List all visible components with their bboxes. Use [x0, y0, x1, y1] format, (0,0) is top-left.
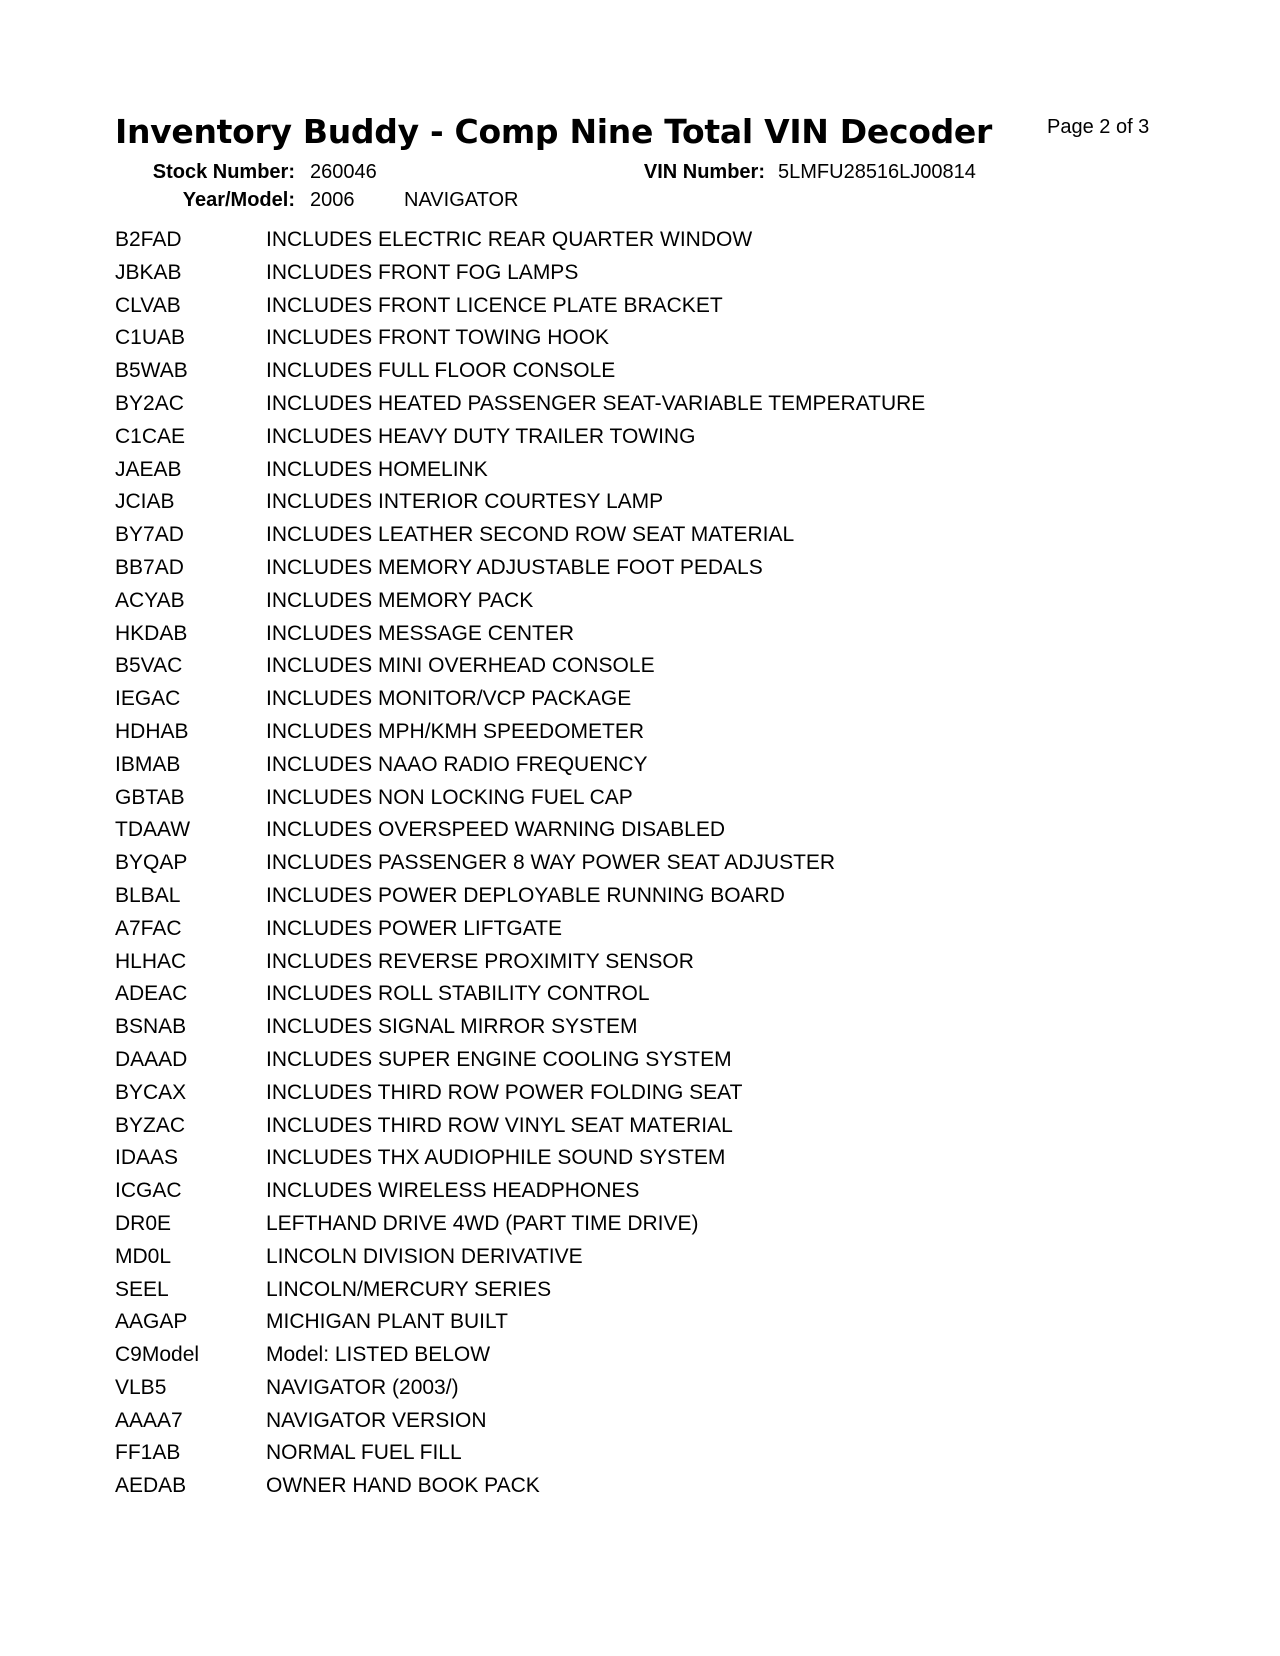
option-code: BYZAC [115, 1113, 186, 1137]
option-code: JCIAB [115, 490, 175, 514]
option-code: C9Model [115, 1343, 200, 1367]
option-description: INCLUDES OVERSPEED WARNING DISABLED [266, 818, 725, 842]
stock-number-label: Stock Number: [152, 161, 295, 183]
list-item [115, 1081, 1165, 1114]
list-item [115, 1114, 1165, 1147]
option-description: INCLUDES HOMELINK [266, 457, 488, 481]
option-description: INCLUDES NON LOCKING FUEL CAP [266, 785, 633, 809]
list-item [115, 490, 1165, 523]
list-item [115, 228, 1165, 261]
option-description: NORMAL FUEL FILL [266, 1441, 462, 1465]
option-code-list [115, 228, 1165, 1507]
document-title: Inventory Buddy - Comp Nine Total VIN Decoder [115, 112, 992, 151]
option-code: BSNAB [115, 1015, 187, 1039]
list-item [115, 917, 1165, 950]
option-description: INCLUDES REVERSE PROXIMITY SENSOR [266, 949, 694, 973]
option-code: ACYAB [115, 588, 185, 612]
vin-number-label: VIN Number: [643, 161, 765, 183]
option-description: INCLUDES POWER LIFTGATE [266, 916, 562, 940]
option-code: DR0E [115, 1211, 172, 1235]
option-description: INCLUDES THX AUDIOPHILE SOUND SYSTEM [266, 1146, 726, 1170]
option-code: DAAAD [115, 1047, 188, 1071]
option-description: OWNER HAND BOOK PACK [266, 1474, 540, 1498]
list-item [115, 654, 1165, 687]
option-description: INCLUDES INTERIOR COURTESY LAMP [266, 490, 664, 514]
option-code: A7FAC [115, 916, 182, 940]
option-code: TDAAW [115, 818, 191, 842]
option-code: JBKAB [115, 260, 182, 284]
option-description: INCLUDES ROLL STABILITY CONTROL [266, 982, 650, 1006]
option-code: BLBAL [115, 883, 181, 907]
option-description: NAVIGATOR (2003/) [266, 1375, 459, 1399]
list-item [115, 1245, 1165, 1278]
list-item [115, 392, 1165, 425]
list-item [115, 1179, 1165, 1212]
list-item [115, 818, 1165, 851]
list-item [115, 1278, 1165, 1311]
option-description: INCLUDES MEMORY ADJUSTABLE FOOT PEDALS [266, 555, 763, 579]
option-description: INCLUDES SIGNAL MIRROR SYSTEM [266, 1015, 638, 1039]
list-item [115, 326, 1165, 359]
list-item [115, 1048, 1165, 1081]
option-code: BB7AD [115, 555, 184, 579]
list-item [115, 458, 1165, 491]
option-code: BYQAP [115, 851, 188, 875]
list-item [115, 753, 1165, 786]
option-description: INCLUDES THIRD ROW POWER FOLDING SEAT [266, 1080, 743, 1104]
option-code: BY7AD [115, 523, 184, 547]
option-description: INCLUDES FRONT TOWING HOOK [266, 326, 610, 350]
vin-number-value: 5LMFU28516LJ00814 [778, 161, 976, 183]
option-code: FF1AB [115, 1441, 181, 1465]
option-description: LINCOLN/MERCURY SERIES [266, 1277, 552, 1301]
option-code: B5WAB [115, 359, 188, 383]
option-description: INCLUDES HEAVY DUTY TRAILER TOWING [266, 424, 696, 448]
list-item [115, 1441, 1165, 1474]
option-code: B5VAC [115, 654, 183, 678]
list-item [115, 622, 1165, 655]
option-description: MICHIGAN PLANT BUILT [266, 1310, 508, 1334]
list-item [115, 687, 1165, 720]
page-number: Page 2 of 3 [1047, 116, 1150, 138]
list-item [115, 851, 1165, 884]
option-code: CLVAB [115, 293, 181, 317]
option-code: HKDAB [115, 621, 188, 645]
list-item [115, 556, 1165, 589]
option-description: INCLUDES MONITOR/VCP PACKAGE [266, 687, 632, 711]
option-code: BY2AC [115, 391, 184, 415]
option-description: LEFTHAND DRIVE 4WD (PART TIME DRIVE) [266, 1211, 699, 1235]
option-code: VLB5 [115, 1375, 167, 1399]
option-code: BYCAX [115, 1080, 187, 1104]
year-model-label: Year/Model: [182, 189, 295, 211]
list-item [115, 359, 1165, 392]
list-item [115, 294, 1165, 327]
list-item [115, 950, 1165, 983]
option-description: INCLUDES MINI OVERHEAD CONSOLE [266, 654, 655, 678]
option-description: INCLUDES THIRD ROW VINYL SEAT MATERIAL [266, 1113, 733, 1137]
list-item [115, 589, 1165, 622]
option-description: INCLUDES LEATHER SECOND ROW SEAT MATERIAL [266, 523, 795, 547]
year-value: 2006 [310, 189, 355, 211]
option-description: INCLUDES FRONT LICENCE PLATE BRACKET [266, 293, 723, 317]
option-description: INCLUDES MPH/KMH SPEEDOMETER [266, 719, 645, 743]
option-description: INCLUDES PASSENGER 8 WAY POWER SEAT ADJUSTER [266, 851, 836, 875]
option-description: INCLUDES MESSAGE CENTER [266, 621, 575, 645]
list-item [115, 261, 1165, 294]
list-item [115, 523, 1165, 556]
option-description: Model: LISTED BELOW [266, 1343, 491, 1367]
list-item [115, 1015, 1165, 1048]
list-item [115, 1343, 1165, 1376]
option-code: SEEL [115, 1277, 169, 1301]
option-code: HDHAB [115, 719, 189, 743]
option-code: ICGAC [115, 1179, 182, 1203]
option-code: IEGAC [115, 687, 181, 711]
option-description: INCLUDES HEATED PASSENGER SEAT-VARIABLE TEMPERATURE [266, 391, 926, 415]
option-description: INCLUDES NAAO RADIO FREQUENCY [266, 752, 648, 776]
option-code: ADEAC [115, 982, 188, 1006]
option-description: INCLUDES FULL FLOOR CONSOLE [266, 359, 616, 383]
list-item [115, 1212, 1165, 1245]
list-item [115, 1376, 1165, 1409]
option-code: B2FAD [115, 228, 182, 251]
option-description: NAVIGATOR VERSION [266, 1408, 487, 1432]
list-item [115, 1146, 1165, 1179]
option-description: INCLUDES MEMORY PACK [266, 588, 534, 612]
list-item [115, 1409, 1165, 1442]
option-description: INCLUDES WIRELESS HEADPHONES [266, 1179, 640, 1203]
list-item [115, 884, 1165, 917]
option-code: C1UAB [115, 326, 186, 350]
option-code: GBTAB [115, 785, 185, 809]
option-description: INCLUDES FRONT FOG LAMPS [266, 260, 579, 284]
option-description: INCLUDES POWER DEPLOYABLE RUNNING BOARD [266, 883, 785, 907]
list-item [115, 1474, 1165, 1507]
list-item [115, 982, 1165, 1015]
model-value: NAVIGATOR [404, 189, 519, 211]
list-item [115, 1310, 1165, 1343]
list-item [115, 786, 1165, 819]
option-code: C1CAE [115, 424, 186, 448]
option-code: IBMAB [115, 752, 181, 776]
option-description: LINCOLN DIVISION DERIVATIVE [266, 1244, 583, 1268]
list-item [115, 425, 1165, 458]
option-description: INCLUDES ELECTRIC REAR QUARTER WINDOW [266, 228, 753, 251]
option-code: AAAA7 [115, 1408, 183, 1432]
option-code: HLHAC [115, 949, 187, 973]
option-code: AAGAP [115, 1310, 188, 1334]
stock-number-value: 260046 [310, 161, 377, 183]
option-code: IDAAS [115, 1146, 179, 1170]
option-code: JAEAB [115, 457, 182, 481]
option-description: INCLUDES SUPER ENGINE COOLING SYSTEM [266, 1047, 732, 1071]
option-code: AEDAB [115, 1474, 187, 1498]
option-code: MD0L [115, 1244, 172, 1268]
list-item [115, 720, 1165, 753]
